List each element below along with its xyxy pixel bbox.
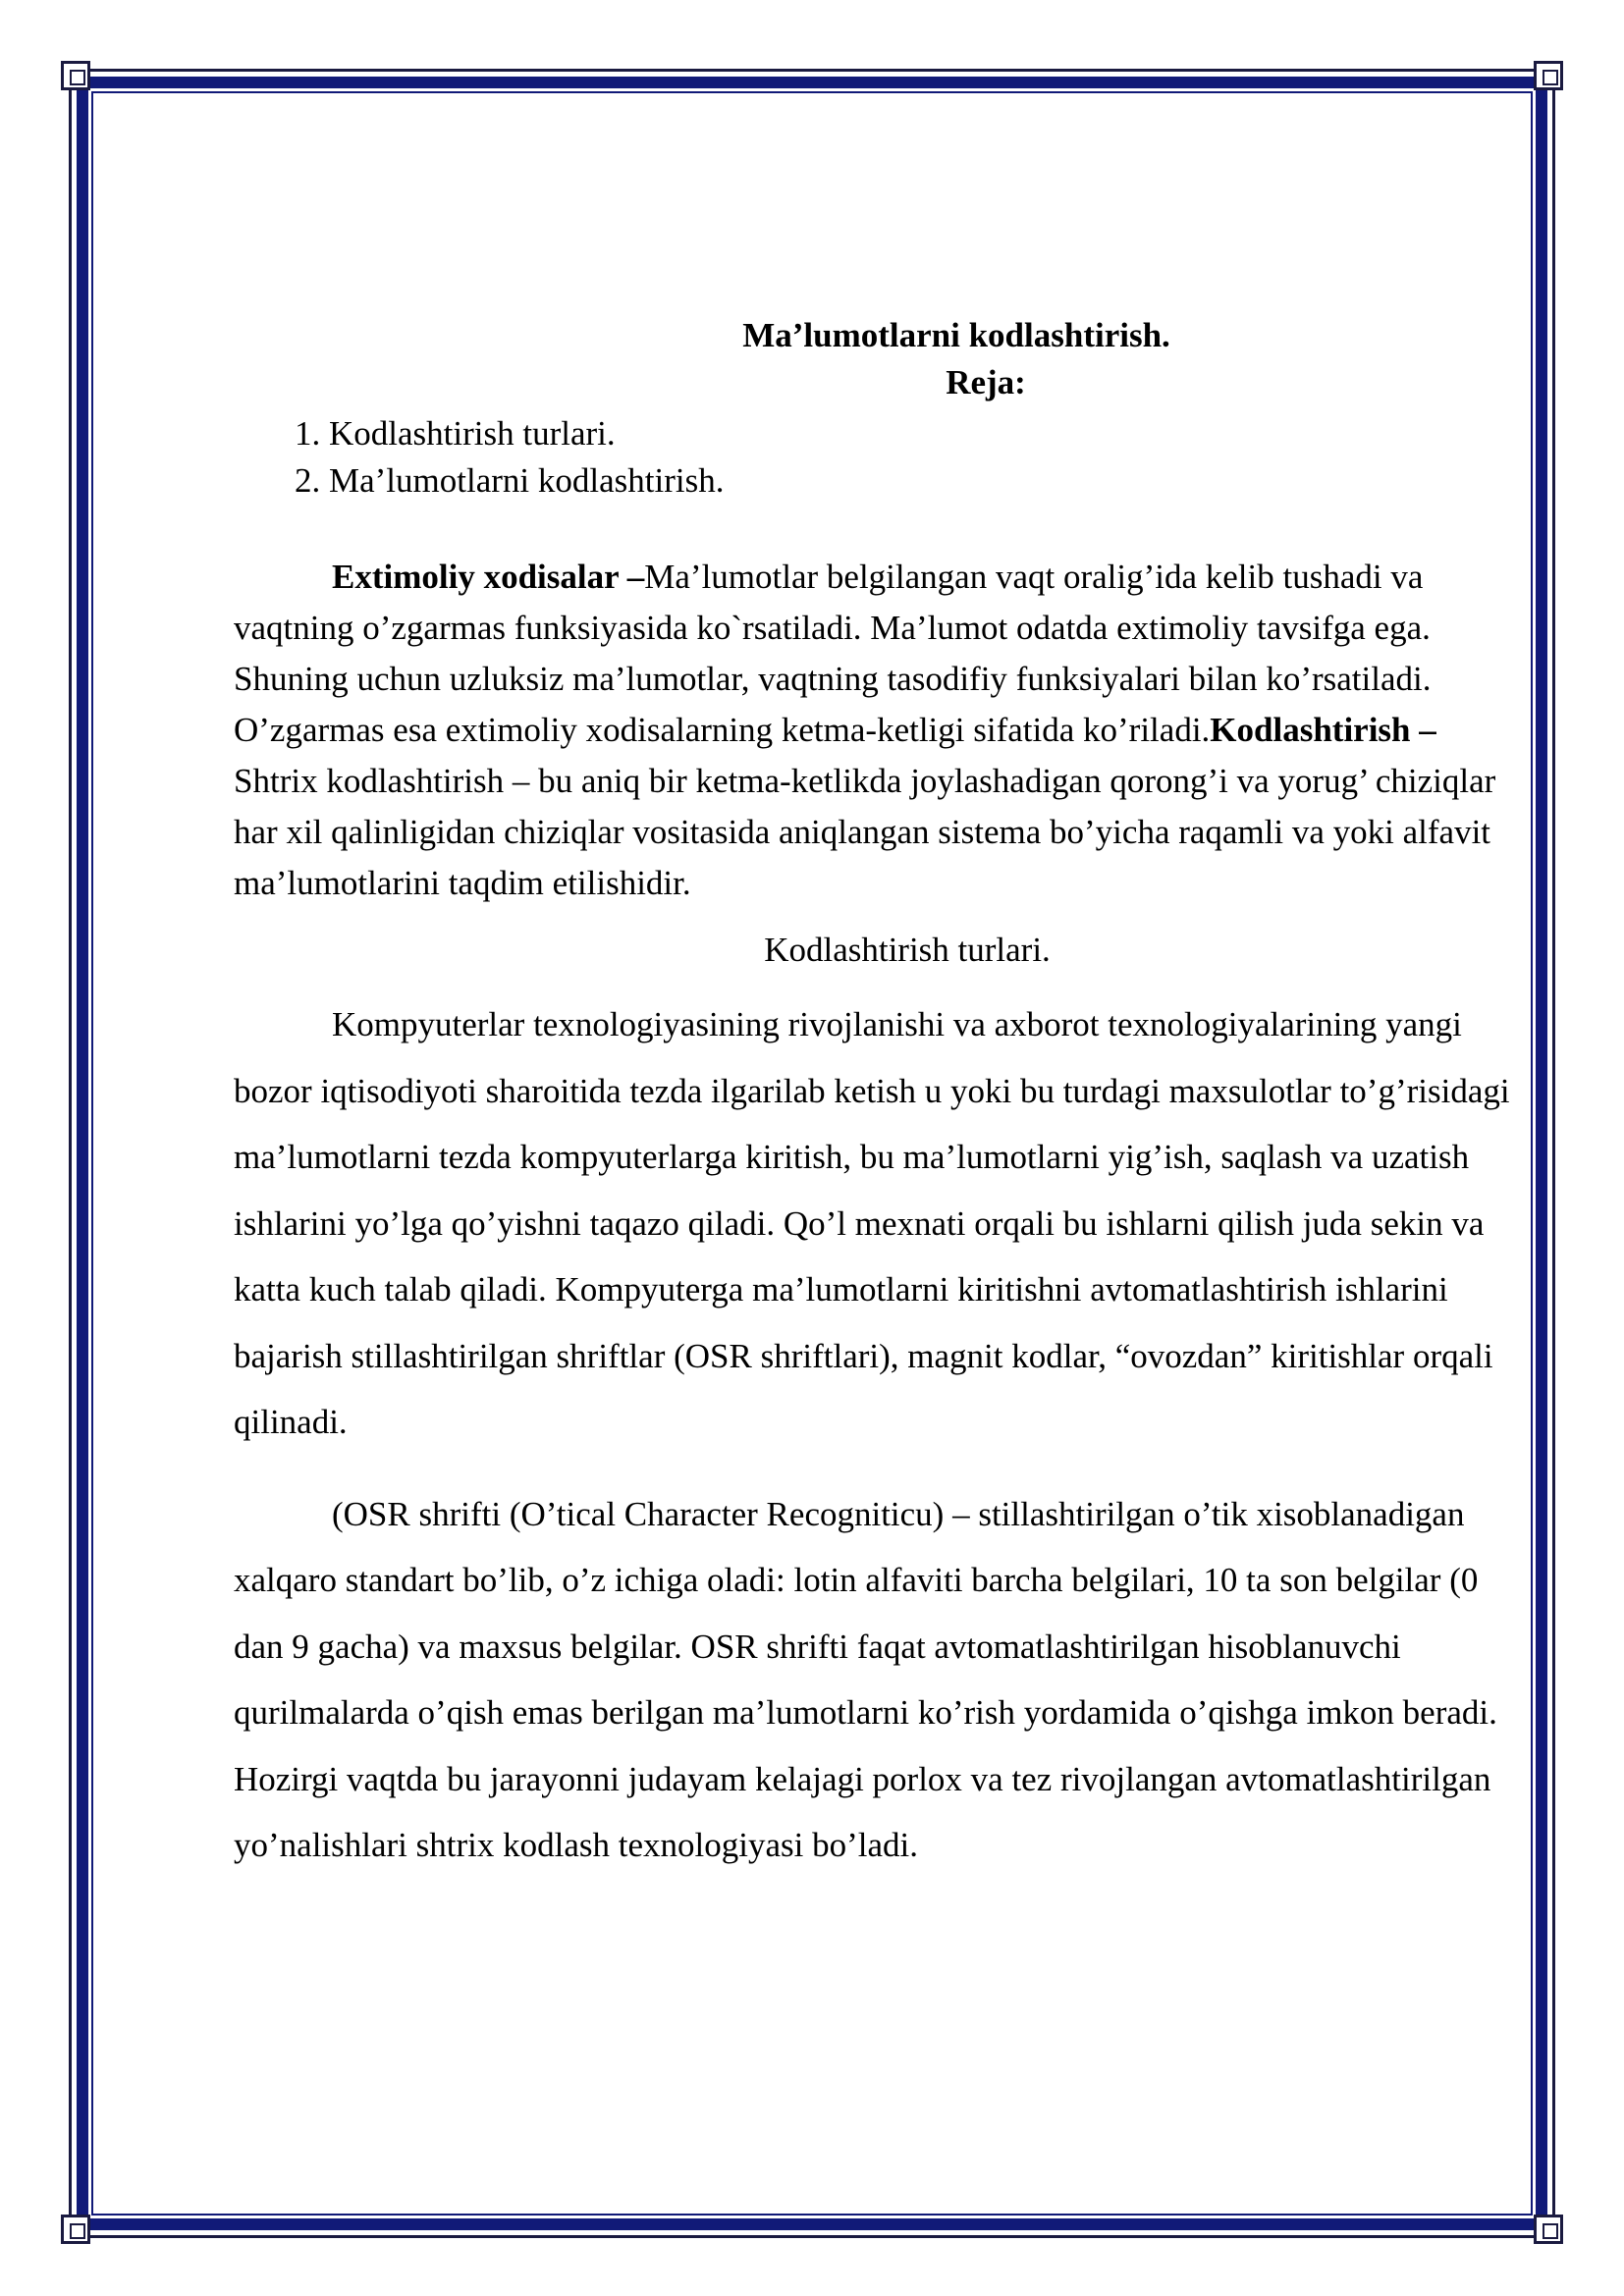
plan-heading: Reja: xyxy=(946,363,1026,401)
intro-text-1: Ma’lumotlar belgilangan vaqt oralig’ida kelib tushadi va vaqtning o’zgarmas funksiyasida ko`rsatiladi. Ma’lumot odatda extimoliy tavsifga ega. Shuning uchun uzluksiz ma’lumotlar, vaqtning tasodifiy funksiyalari bilan ko’rsatiladi. O’zgarmas esa extimoliy xodisalarning ketma-ketligi sifatida ko’riladi. xyxy=(234,558,1432,749)
plan-item: 1. Kodlashtirish turlari. xyxy=(295,414,616,453)
intro-text-2: Shtrix kodlashtirish – bu aniq bir ketma-ketlikda joylashadigan qorong’i va yorug’ chiziqlar har xil qalinligidan chiziqlar vositasida aniqlangan sistema bo’yicha raqamli va yoki alfavit ma’lumotlarini taqdim etilishidir. xyxy=(234,762,1496,902)
document-body xyxy=(234,312,1522,1879)
document-title: Ma’lumotlarni kodlashtirish. xyxy=(742,316,1170,354)
border-corner-ornament xyxy=(61,61,90,90)
border-corner-ornament xyxy=(61,2215,90,2244)
body-paragraph-2: (OSR shrifti (O’tical Character Recogniticu) – stillashtirilgan o’tik xisoblanadigan xalqaro standart bo’lib, o’z ichiga oladi: lotin alfaviti barcha belgilari, 10 ta son belgilar (0 dan 9 gacha) va maxsus belgilar. OSR shrifti faqat avtomatlashtirilgan hisoblanuvchi qurilmalarda o’qish emas berilgan ma’lumotlarni ko’rish yordamida o’qishga imkon beradi. Hozirgi vaqtda bu jarayonni judayam kelajagi porlox va tez rivojlangan avtomatlashtirilgan yo’nalishlari shtrix kodlash texnologiyasi bo’ladi. xyxy=(234,1494,1497,1864)
section-heading: Kodlashtirish turlari. xyxy=(764,931,1051,969)
intro-paragraph xyxy=(234,552,1520,909)
border-corner-ornament xyxy=(1534,61,1563,90)
plan-list xyxy=(234,410,1522,505)
body-paragraph-1: Kompyuterlar texnologiyasining rivojlanishi va axborot texnologiyalarining yangi bozor iqtisodiyoti sharoitida tezda ilgarilab ketish u yoki bu turdagi maxsulotlar to’g’risidagi ma’lumotlarni tezda kompyuterlarga kiritish, bu ma’lumotlarni yig’ish, saqlash va uzatish ishlarini yo’lga qo’yishni taqazo qiladi. Qo’l mexnati orqali bu ishlarni qilish juda sekin va katta kuch talab qiladi. Kompyuterga ma’lumotlarni kiritishni avtomatlashtirish ishlarini bajarish stillashtirilgan shriftlar (OSR shriftlari), magnit kodlar, “ovozdan” kiritishlar orqali qilinadi. xyxy=(234,1005,1510,1441)
plan-item: 2. Ma’lumotlarni kodlashtirish. xyxy=(295,461,725,500)
border-corner-ornament xyxy=(1534,2215,1563,2244)
term-extimoliy: Extimoliy xodisalar – xyxy=(332,558,645,596)
term-kodlashtirish: Kodlashtirish – xyxy=(1210,711,1436,749)
